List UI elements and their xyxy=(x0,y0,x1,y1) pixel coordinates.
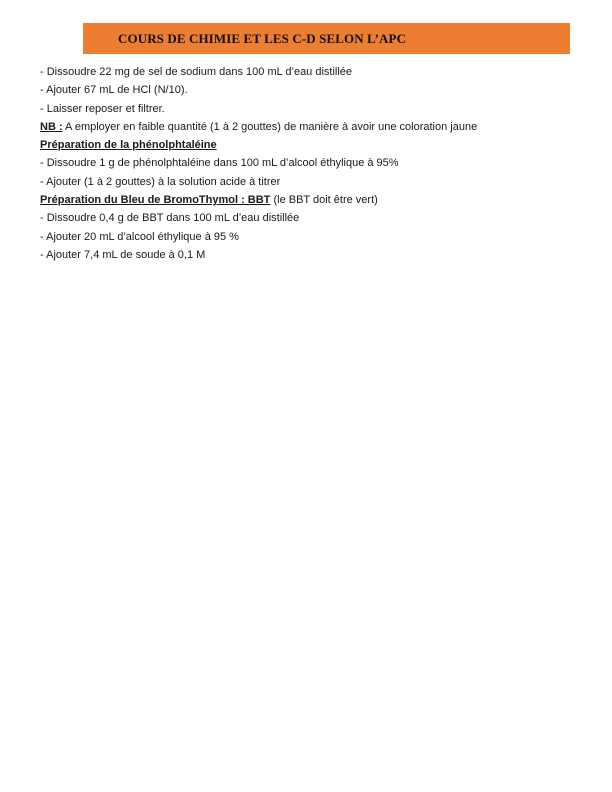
bbt-note: (le BBT doit être vert) xyxy=(270,194,378,207)
header-banner xyxy=(83,23,570,54)
nb-text: A employer en faible quantité (1 à 2 gouttes) de manière à avoir une coloration jaune xyxy=(62,120,478,133)
bbt-heading-line xyxy=(40,191,580,209)
bbt-step-2: - Ajouter 20 mL d’alcool éthylique à 95 % xyxy=(40,230,239,243)
phenol-step-2: - Ajouter (1 à 2 gouttes) à la solution acide à titrer xyxy=(40,175,281,188)
phenol-step-1: - Dissoudre 1 g de phénolphtaléine dans 100 mL d’alcool éthylique à 95% xyxy=(40,157,399,170)
bbt-heading: Préparation du Bleu de BromoThymol : BBT xyxy=(40,194,271,207)
bbt-step-3: - Ajouter 7,4 mL de soude à 0,1 M xyxy=(40,248,206,261)
phenol-heading: Préparation de la phénolphtaléine xyxy=(40,139,217,152)
step-1: - Dissoudre 22 mg de sel de sodium dans 100 mL d’eau distillée xyxy=(40,66,353,78)
step-2: - Ajouter 67 mL de HCl (N/10). xyxy=(40,84,188,97)
page-title: COURS DE CHIMIE ET LES C-D SELON L’APC xyxy=(118,30,407,46)
bbt-step-1: - Dissoudre 0,4 g de BBT dans 100 mL d’eau distillée xyxy=(40,212,300,225)
document-body xyxy=(40,63,580,264)
nb-note xyxy=(40,118,580,136)
step-3: - Laisser reposer et filtrer. xyxy=(40,102,165,115)
phenol-heading-line xyxy=(40,136,580,154)
nb-label: NB : xyxy=(40,120,63,133)
